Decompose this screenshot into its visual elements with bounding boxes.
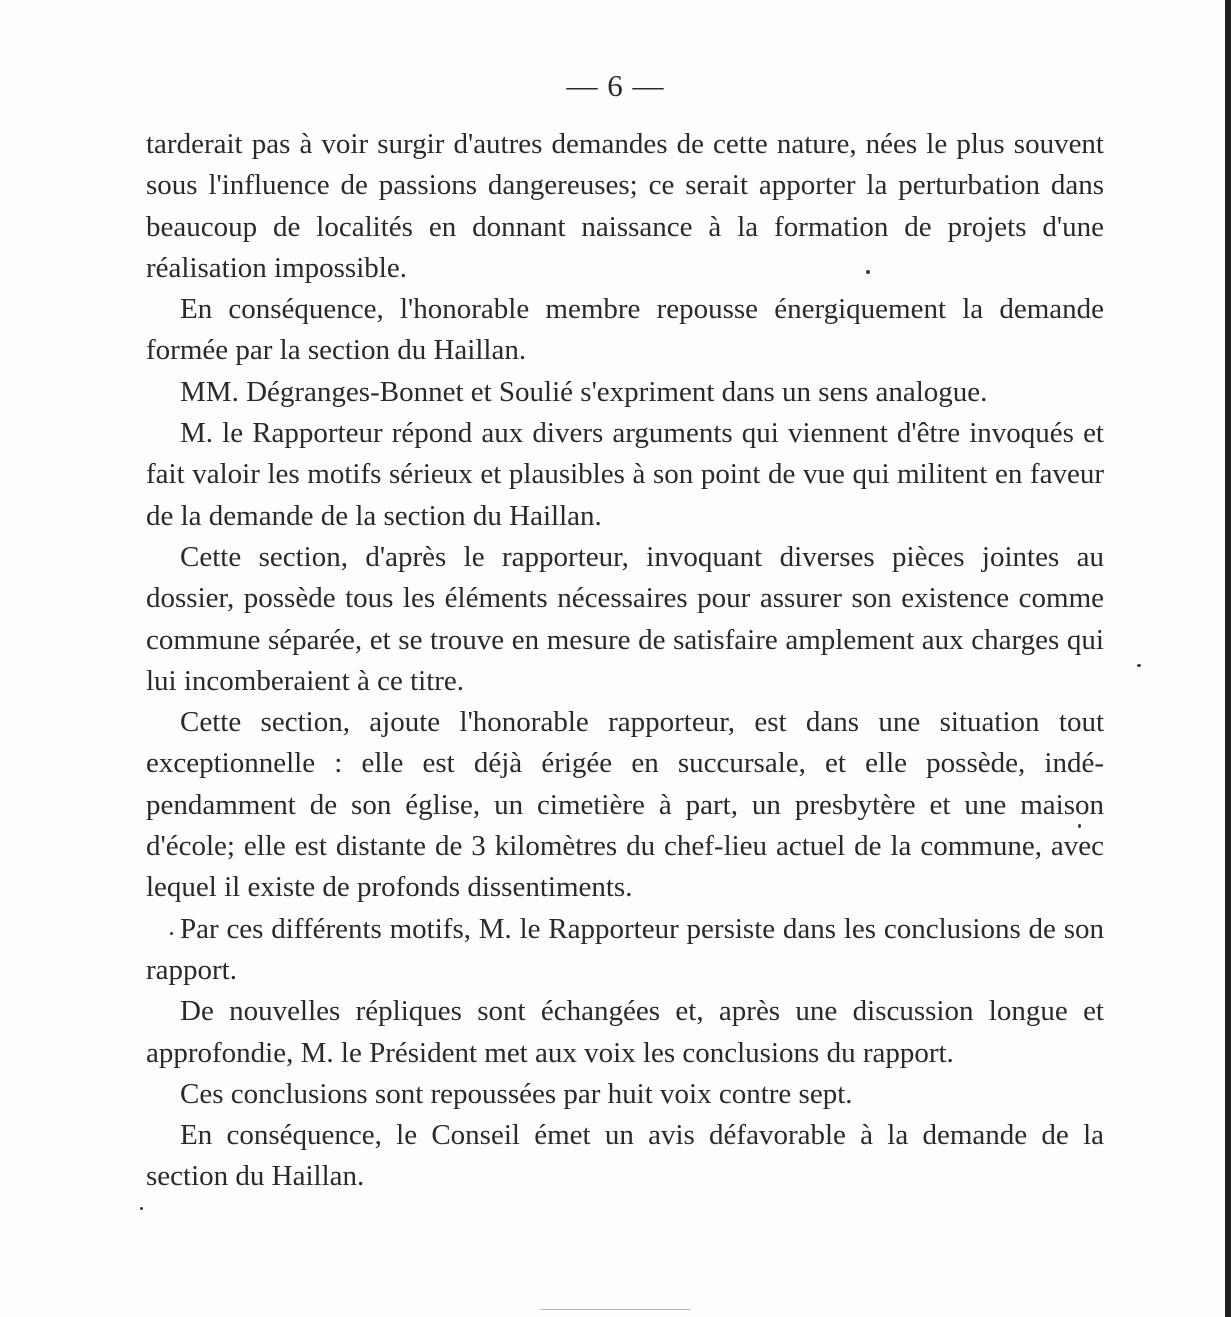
ink-speck [1137, 664, 1141, 667]
paragraph-continued: tarderait pas à voir surgir d'autres demandes de cette nature, nées le plus souvent sous l'influence de passions dangereuses; ce serait apporter la perturbation dans beaucoup de localités en donnant naissance à la formation de projets d'une réalisation impossible. [146, 128, 1104, 284]
paragraph: De nouvelles répliques sont échangées et, après une discussion longue et approfondie, M. le Président met aux voix les conclusions du rapport. [146, 995, 1104, 1069]
bottom-rule [540, 1309, 690, 1310]
paragraph: Cette section, ajoute l'honorable rapporteur, est dans une situation tout exceptionnelle : elle est déjà érigée en succursale, et elle possède, indépendamment de son église, un cimetière à part, un presbytère et une maison d'école; elle est distante de 3 kilomètres du chef-lieu actuel de la commune, avec lequel il existe de profonds dissentiments. [146, 706, 1104, 904]
ink-speck [866, 270, 870, 274]
ink-speck [140, 1207, 143, 1210]
body-text [146, 124, 1104, 1198]
paragraph: Cette section, d'après le rapporteur, invoquant diverses pièces jointes au dossier, possède tous les éléments nécessaires pour assurer son existence comme commune séparée, et se trouve en mesure de satisfaire amplement aux charges qui lui incomberaient à ce titre. [146, 540, 1104, 697]
ink-speck [1078, 824, 1081, 828]
paragraph: MM. Dégranges-Bonnet et Soulié s'expriment dans un sens analogue. [180, 375, 988, 408]
page-number: — 6 — [566, 68, 665, 103]
paragraph: Par ces différents motifs, M. le Rapporteur persiste dans les conclusions de son rapport. [146, 912, 1104, 986]
paragraph: En conséquence, l'honorable membre repousse énergiquement la demande formée par la section du Haillan. [146, 293, 1104, 367]
ink-speck [170, 932, 173, 935]
scan-border-edge [1225, 0, 1231, 1317]
paragraph: Ces conclusions sont repoussées par huit voix contre sept. [180, 1077, 853, 1110]
paragraph: En conséquence, le Conseil émet un avis défavorable à la demande de la section du Haillan. [146, 1119, 1104, 1193]
paragraph: M. le Rapporteur répond aux divers arguments qui viennent d'être invoqués et fait valoir les motifs sérieux et plausibles à son point de vue qui militent en faveur de la demande de la section du Haillan. [146, 417, 1104, 532]
